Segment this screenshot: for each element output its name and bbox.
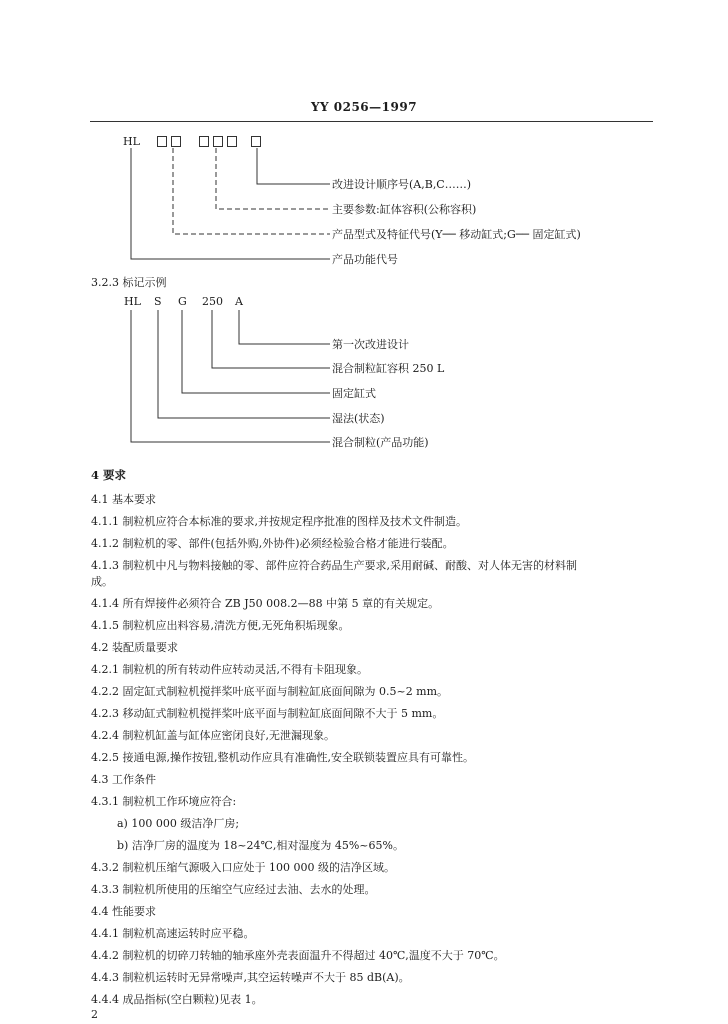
model-prefix: HL bbox=[123, 135, 140, 148]
clause-4-3-1-a: a) 100 000 级洁净厂房; bbox=[117, 817, 240, 830]
diagram-label-revision: 改进设计顺序号(A,B,C……) bbox=[332, 178, 472, 191]
clause-4-4-3: 4.4.3 制粒机运转时无异常噪声,其空运转噪声不大于 85 dB(A)。 bbox=[91, 971, 410, 984]
clause-4-4: 4.4 性能要求 bbox=[91, 905, 156, 918]
clause-4-3-3: 4.3.3 制粒机所使用的压缩空气应经过去油、去水的处理。 bbox=[91, 883, 376, 896]
diagram-label-type: 产品型式及特征代号(Y── 移动缸式;G── 固定缸式) bbox=[332, 228, 581, 241]
clause-4-1-4: 4.1.4 所有焊接件必须符合 ZB J50 008.2—88 中第 5 章的有关规定。 bbox=[91, 597, 440, 610]
clause-4-2: 4.2 装配质量要求 bbox=[91, 641, 178, 654]
clause-4-2-5: 4.2.5 接通电源,操作按钮,整机动作应具有准确性,安全联锁装置应具有可靠性。 bbox=[91, 751, 474, 764]
section-4-heading: 4 要求 bbox=[91, 468, 127, 482]
example-label-5: 混合制粒(产品功能) bbox=[332, 436, 429, 449]
example-code-250: 250 bbox=[202, 295, 223, 308]
clause-4-1-3: 4.1.3 制粒机中凡与物料接触的零、部件应符合药品生产要求,采用耐碱、耐酸、对人体无害的材料制 bbox=[91, 559, 577, 572]
clause-4-2-1: 4.2.1 制粒机的所有转动件应转动灵活,不得有卡阻现象。 bbox=[91, 663, 368, 676]
example-code-hl: HL bbox=[124, 295, 141, 308]
clause-4-2-3: 4.2.3 移动缸式制粒机搅拌桨叶底平面与制粒缸底面间隙不大于 5 mm。 bbox=[91, 707, 444, 720]
clause-4-1-2: 4.1.2 制粒机的零、部件(包括外购,外协件)必须经检验合格才能进行装配。 bbox=[91, 537, 454, 550]
example-code-g: G bbox=[178, 295, 187, 308]
clause-4-3-1-b: b) 洁净厂房的温度为 18~24℃,相对湿度为 45%~65%。 bbox=[117, 839, 404, 852]
clause-4-3: 4.3 工作条件 bbox=[91, 773, 156, 786]
clause-4-4-4: 4.4.4 成品指标(空白颗粒)见表 1。 bbox=[91, 993, 263, 1006]
diagram-label-function: 产品功能代号 bbox=[332, 253, 398, 266]
clause-4-4-2: 4.4.2 制粒机的切碎刀转轴的轴承座外壳表面温升不得超过 40℃,温度不大于 70℃。 bbox=[91, 949, 505, 962]
example-label-3: 固定缸式 bbox=[332, 387, 376, 400]
clause-4-1-1: 4.1.1 制粒机应符合本标准的要求,并按规定程序批准的图样及技术文件制造。 bbox=[91, 515, 467, 528]
clause-4-3-2: 4.3.2 制粒机压缩气源吸入口应处于 100 000 级的洁净区域。 bbox=[91, 861, 395, 874]
example-label-1: 第一次改进设计 bbox=[332, 338, 409, 351]
example-heading: 3.2.3 标记示例 bbox=[91, 276, 167, 289]
clause-4-4-1: 4.4.1 制粒机高速运转时应平稳。 bbox=[91, 927, 255, 940]
clause-4-2-2: 4.2.2 固定缸式制粒机搅拌桨叶底平面与制粒缸底面间隙为 0.5~2 mm。 bbox=[91, 685, 449, 698]
clause-4-1: 4.1 基本要求 bbox=[91, 493, 156, 506]
diagram-label-volume: 主要参数:缸体容积(公称容积) bbox=[332, 203, 477, 216]
example-label-2: 混合制粒缸容积 250 L bbox=[332, 362, 445, 375]
standard-code-header: YY 0256—1997 bbox=[310, 100, 418, 114]
page-number: 2 bbox=[91, 1008, 98, 1021]
example-code-a: A bbox=[235, 295, 243, 308]
clause-4-1-3-cont: 成。 bbox=[91, 575, 113, 588]
clause-4-1-5: 4.1.5 制粒机应出料容易,清洗方便,无死角积垢现象。 bbox=[91, 619, 350, 632]
clause-4-3-1: 4.3.1 制粒机工作环境应符合: bbox=[91, 795, 237, 808]
example-code-s: S bbox=[154, 295, 162, 308]
example-label-4: 湿法(状态) bbox=[332, 412, 385, 425]
clause-4-2-4: 4.2.4 制粒机缸盖与缸体应密闭良好,无泄漏现象。 bbox=[91, 729, 335, 742]
